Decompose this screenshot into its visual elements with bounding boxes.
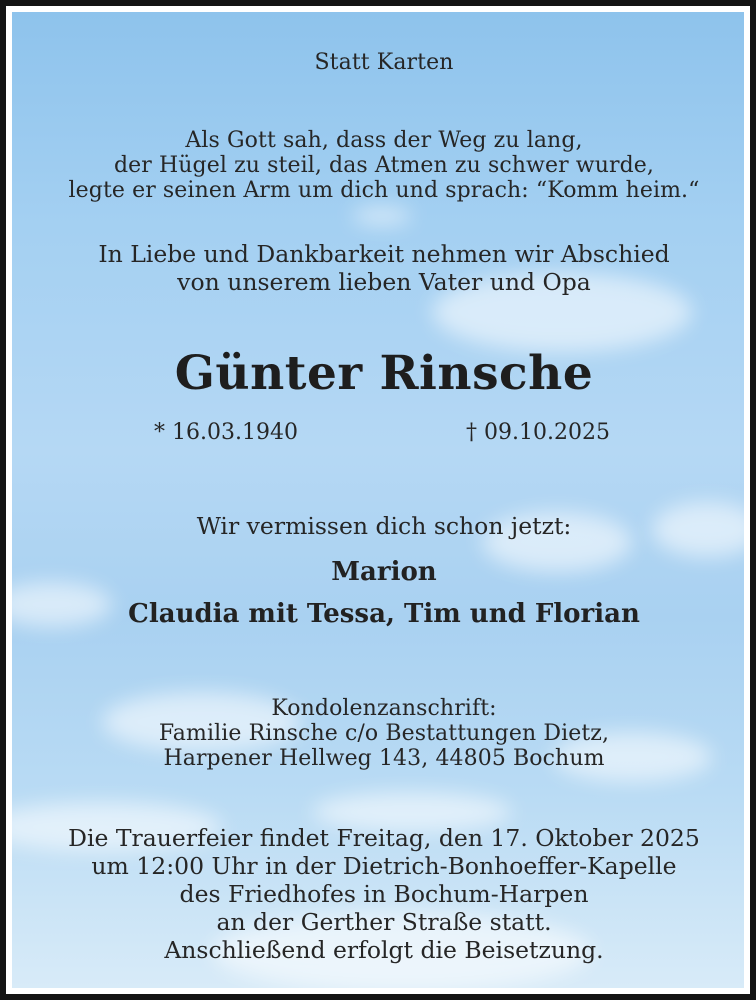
mourner-line: Claudia mit Tessa, Tim und Florian — [128, 599, 640, 629]
intro-line: In Liebe und Dankbarkeit nehmen wir Abschied — [98, 240, 670, 268]
service-line: um 12:00 Uhr in der Dietrich-Bonhoeffer-Kapelle — [91, 852, 677, 880]
poem-line: der Hügel zu steil, das Atmen zu schwer wurde, — [113, 153, 655, 178]
death-date: † 09.10.2025 — [466, 420, 610, 445]
service-line: Die Trauerfeier findet Freitag, den 17. Oktober 2025 — [68, 824, 700, 852]
poem-line: Als Gott sah, dass der Weg zu lang, — [185, 128, 583, 153]
mourner-line: Marion — [331, 557, 437, 587]
condolence-line: Kondolenzanschrift: — [271, 696, 497, 721]
service-line: Anschließend erfolgt die Beisetzung. — [164, 936, 604, 964]
deceased-name: Günter Rinsche — [174, 346, 594, 401]
service-line: des Friedhofes in Bochum-Harpen — [179, 880, 589, 908]
service-line: an der Gerther Straße statt. — [216, 908, 552, 936]
miss-text: Wir vermissen dich schon jetzt: — [196, 512, 572, 540]
header-text: Statt Karten — [314, 50, 454, 75]
obituary-content — [12, 12, 756, 1000]
intro-line: von unserem lieben Vater und Opa — [177, 268, 591, 296]
birth-date: * 16.03.1940 — [154, 420, 298, 445]
poem-line: legte er seinen Arm um dich und sprach: “Komm heim.“ — [68, 178, 700, 203]
condolence-line: Harpener Hellweg 143, 44805 Bochum — [163, 746, 605, 771]
condolence-line: Familie Rinsche c/o Bestattungen Dietz, — [158, 721, 610, 746]
